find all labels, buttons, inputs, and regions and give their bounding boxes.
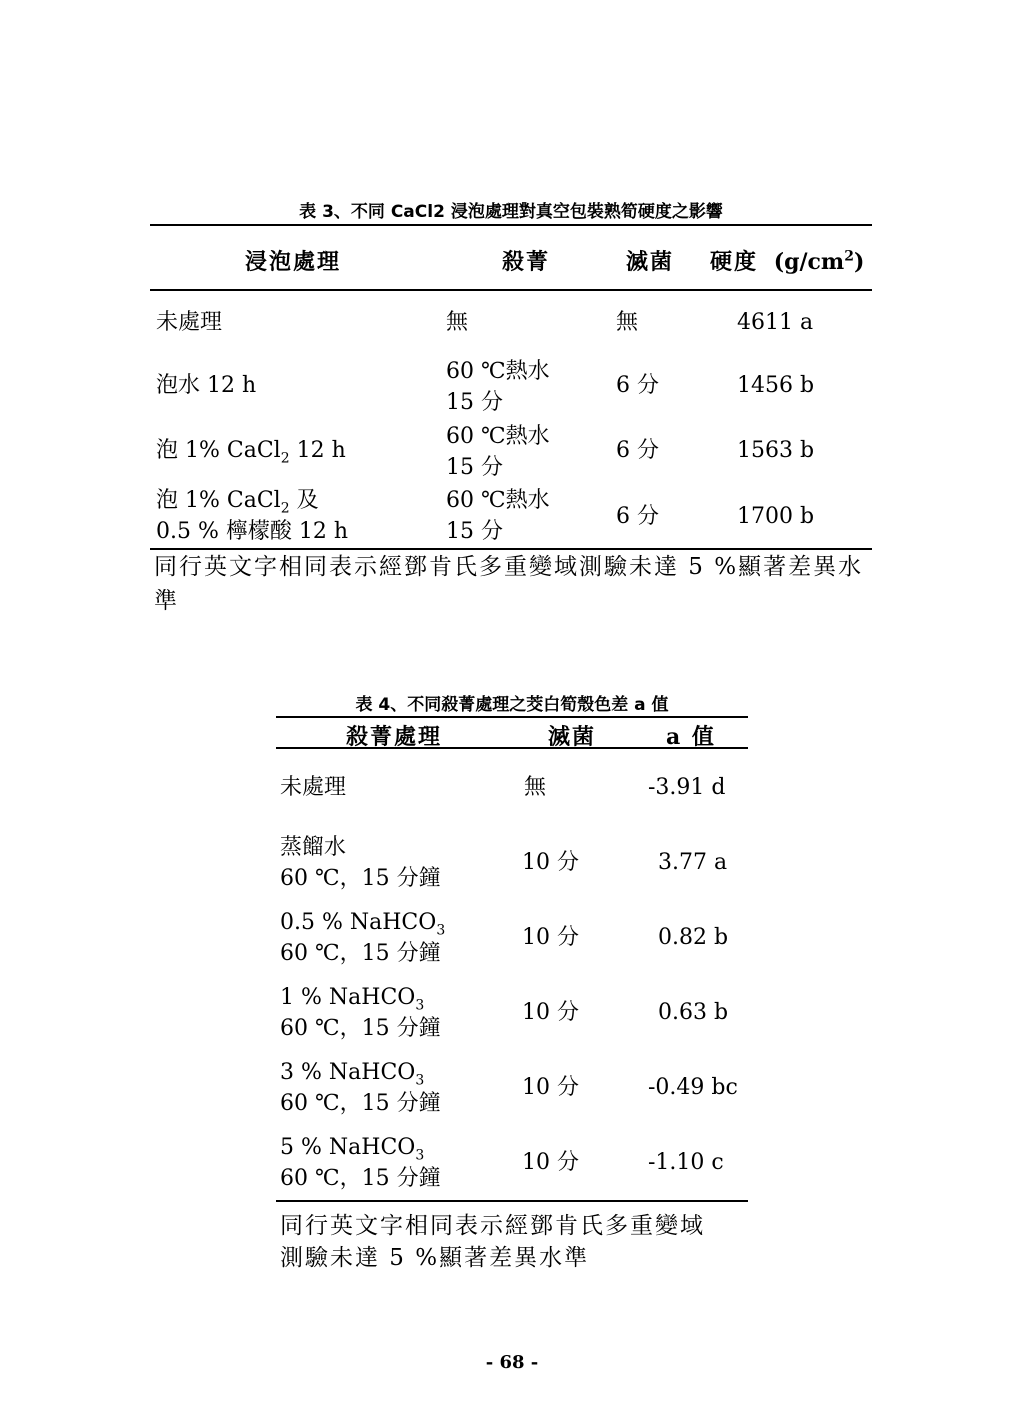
table4-row-6-sterilize: 10 分 <box>522 1150 579 1175</box>
table4-row-1-sterilize: 無 <box>524 775 547 800</box>
table3-row-4-blanch-line2: 15 分 <box>446 519 503 544</box>
table3-row-2-soak: 泡水 12 h <box>156 373 257 398</box>
table4-row-4-treatment-line2: 60 ℃，15 分鐘 <box>280 1016 441 1041</box>
table3-row-2-hardness: 1456 b <box>737 373 815 398</box>
table4-row-5-sterilize: 10 分 <box>522 1075 579 1100</box>
table4-header-sterilize: 滅菌 <box>548 724 597 750</box>
hardness-label: 硬度 <box>710 249 759 275</box>
table3-row-1-blanch: 無 <box>446 310 469 335</box>
table4-row-1-treatment: 未處理 <box>280 775 347 800</box>
table4-row-2-treatment-line1: 蒸餾水 <box>280 835 347 860</box>
table3-caption: 表 3、不同 CaCl2 浸泡處理對真空包裝熟筍硬度之影響 <box>299 202 723 222</box>
table3-header-soak: 浸泡處理 <box>245 249 342 275</box>
table4-row-3-sterilize: 10 分 <box>522 925 579 950</box>
table3-row-3-hardness: 1563 b <box>737 438 815 463</box>
table3-row-1-hardness: 4611 a <box>737 310 814 335</box>
table4-row-6-treatment-line2: 60 ℃，15 分鐘 <box>280 1166 441 1191</box>
table3-row-4-soak-line1: 泡 1% CaCl$_2$ 及 <box>156 488 319 517</box>
table4-row-6-treatment-line1: 5 % NaHCO$_3$ <box>280 1135 425 1164</box>
table3-row-3-soak: 泡 1% CaCl$_2$ 12 h <box>156 438 346 467</box>
table4-caption: 表 4、不同殺菁處理之茭白筍殼色差 a 值 <box>355 695 669 715</box>
table3-header-hardness <box>710 245 864 276</box>
table3-row-2-sterilize: 6 分 <box>616 373 659 398</box>
table4-row-1-a-value: -3.91 d <box>648 775 726 800</box>
table3-row-1-soak: 未處理 <box>156 310 223 335</box>
table4-row-2-a-value: 3.77 a <box>658 850 728 875</box>
table4-row-2-treatment-line2: 60 ℃，15 分鐘 <box>280 866 441 891</box>
table4-header-a-value: a 值 <box>666 724 716 750</box>
table4-row-4-treatment-line1: 1 % NaHCO$_3$ <box>280 985 425 1014</box>
table4-row-6-a-value: -1.10 c <box>648 1150 724 1175</box>
table3-header-blanch: 殺菁 <box>502 249 551 275</box>
table4-row-3-treatment-line1: 0.5 % NaHCO$_3$ <box>280 910 446 939</box>
table4-footnote-line2: 測驗未達 5 %顯著差異水準 <box>280 1245 590 1271</box>
table4-row-4-sterilize: 10 分 <box>522 1000 579 1025</box>
table3-row-2-blanch-line2: 15 分 <box>446 390 503 415</box>
table4-row-3-treatment-line2: 60 ℃，15 分鐘 <box>280 941 441 966</box>
table3-row-4-blanch-line1: 60 ℃熱水 <box>446 488 550 513</box>
page-number: - 68 - <box>485 1352 539 1373</box>
table3-row-1-sterilize: 無 <box>616 310 639 335</box>
table4-row-5-treatment-line2: 60 ℃，15 分鐘 <box>280 1091 441 1116</box>
table4-row-4-a-value: 0.63 b <box>658 1000 729 1025</box>
table4-bottom-rule <box>276 1200 748 1202</box>
table3-row-4-hardness: 1700 b <box>737 504 815 529</box>
table3-row-3-blanch-line1: 60 ℃熱水 <box>446 424 550 449</box>
table3-row-4-soak-line2: 0.5 % 檸檬酸 12 h <box>156 519 349 544</box>
table4-row-5-treatment-line1: 3 % NaHCO$_3$ <box>280 1060 425 1089</box>
table4-top-rule <box>276 716 748 718</box>
table3-row-3-sterilize: 6 分 <box>616 438 659 463</box>
table3-row-4-sterilize: 6 分 <box>616 504 659 529</box>
table3-row-3-blanch-line2: 15 分 <box>446 455 503 480</box>
table4-header-blanch: 殺菁處理 <box>346 724 443 750</box>
table3-footnote: 同行英文字相同表示經鄧肯氏多重變域測驗未達 5 %顯著差異水準 <box>154 554 864 614</box>
table4-row-2-sterilize: 10 分 <box>522 850 579 875</box>
table4-header-rule <box>276 747 748 749</box>
table3-header-rule <box>150 289 872 291</box>
table4-footnote-line1: 同行英文字相同表示經鄧肯氏多重變域 <box>280 1213 705 1239</box>
table4-row-5-a-value: -0.49 bc <box>648 1075 738 1100</box>
table3-top-rule <box>150 224 872 226</box>
table3-row-2-blanch-line1: 60 ℃熱水 <box>446 359 550 384</box>
hardness-unit: $(g/cm^2)$ <box>773 248 865 275</box>
table3-header-sterilize: 滅菌 <box>626 249 675 275</box>
table4-row-3-a-value: 0.82 b <box>658 925 729 950</box>
